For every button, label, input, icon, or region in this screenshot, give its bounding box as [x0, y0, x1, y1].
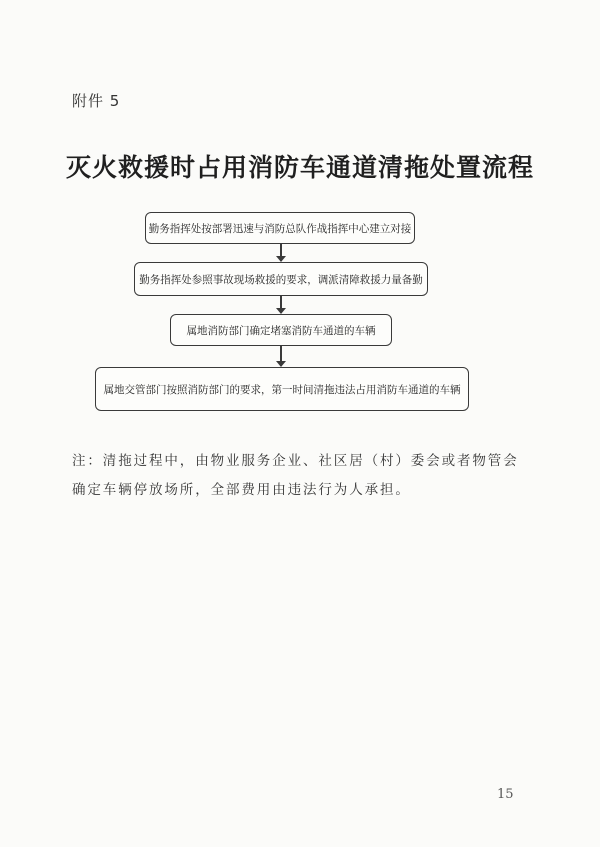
- flow-step-4: 属地交管部门按照消防部门的要求，第一时间清拖违法占用消防车通道的车辆: [95, 367, 469, 411]
- flow-arrow-2: [280, 296, 282, 313]
- attachment-label: 附件 5: [72, 92, 121, 110]
- page-number: 15: [497, 787, 514, 802]
- page-title: 灭火救援时占用消防车通道清拖处置流程: [65, 153, 534, 182]
- footnote: 注：清拖过程中，由物业服务企业、社区居（村）委会或者物管会确定车辆停放场所，全部费用由违法行为人承担。: [72, 453, 519, 498]
- flow-step-1: 勤务指挥处按部署迅速与消防总队作战指挥中心建立对接: [145, 212, 415, 244]
- flow-arrow-1: [280, 244, 282, 261]
- flow-step-3: 属地消防部门确定堵塞消防车通道的车辆: [170, 314, 392, 346]
- flow-step-2: 勤务指挥处参照事故现场救援的要求，调派清障救援力量备勤: [134, 262, 428, 296]
- flow-arrow-3: [280, 346, 282, 366]
